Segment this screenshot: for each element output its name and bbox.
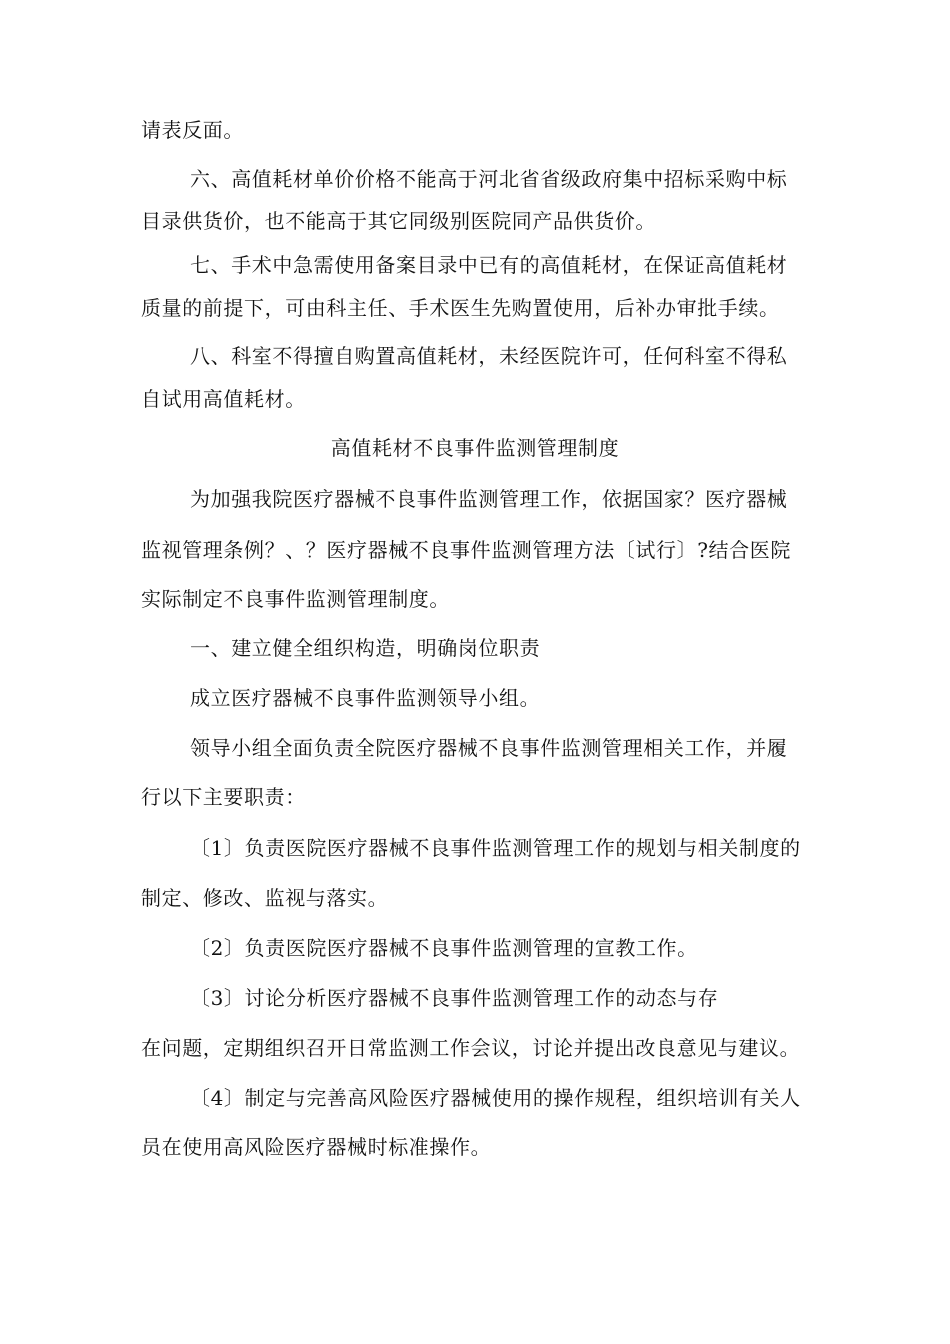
text-line: 六、高值耗材单价价格不能高于河北省省级政府集中招标采购中标 <box>190 167 788 191</box>
section-title: 高值耗材不良事件监测管理制度 <box>330 436 620 460</box>
text-line: 七、手术中急需使用备案目录中已有的高值耗材，在保证高值耗材 <box>190 253 788 277</box>
text-line: 请表反面。 <box>141 118 244 142</box>
text-line: 一、建立健全组织构造，明确岗位职责 <box>190 636 541 660</box>
text-line: 〔1〕负责医院医疗器械不良事件监测管理工作的规划与相关制度的 <box>190 836 801 860</box>
text-line: 〔4〕制定与完善高风险医疗器械使用的操作规程，组织培训有关人 <box>190 1086 801 1110</box>
text-line: 为加强我院医疗器械不良事件监测管理工作，依据国家？医疗器械 <box>190 487 788 511</box>
text-line: 〔3〕讨论分析医疗器械不良事件监测管理工作的动态与存 <box>190 986 719 1010</box>
text-line: 监视管理条例？、？医疗器械不良事件监测管理方法〔试行〕?结合医院 <box>141 538 791 562</box>
text-line: 〔2〕负责医院医疗器械不良事件监测管理的宣教工作。 <box>190 936 698 960</box>
text-line: 八、科室不得擅自购置高值耗材，未经医院许可，任何科室不得私 <box>190 344 788 368</box>
text-line: 目录供货价，也不能高于其它同级别医院同产品供货价。 <box>141 209 656 233</box>
text-line: 行以下主要职责： <box>141 785 306 809</box>
text-line: 员在使用高风险医疗器械时标准操作。 <box>141 1135 492 1159</box>
text-line: 自试用高值耗材。 <box>141 387 306 411</box>
text-line: 质量的前提下，可由科主任、手术医生先购置使用，后补办审批手续。 <box>141 296 780 320</box>
text-line: 在问题，定期组织召开日常监测工作会议，讨论并提出改良意见与建议。 <box>141 1036 801 1060</box>
text-line: 领导小组全面负责全院医疗器械不良事件监测管理相关工作，并履 <box>190 736 788 760</box>
text-line: 成立医疗器械不良事件监测领导小组。 <box>190 686 541 710</box>
text-line: 实际制定不良事件监测管理制度。 <box>141 587 450 611</box>
text-line: 制定、修改、监视与落实。 <box>141 886 389 910</box>
